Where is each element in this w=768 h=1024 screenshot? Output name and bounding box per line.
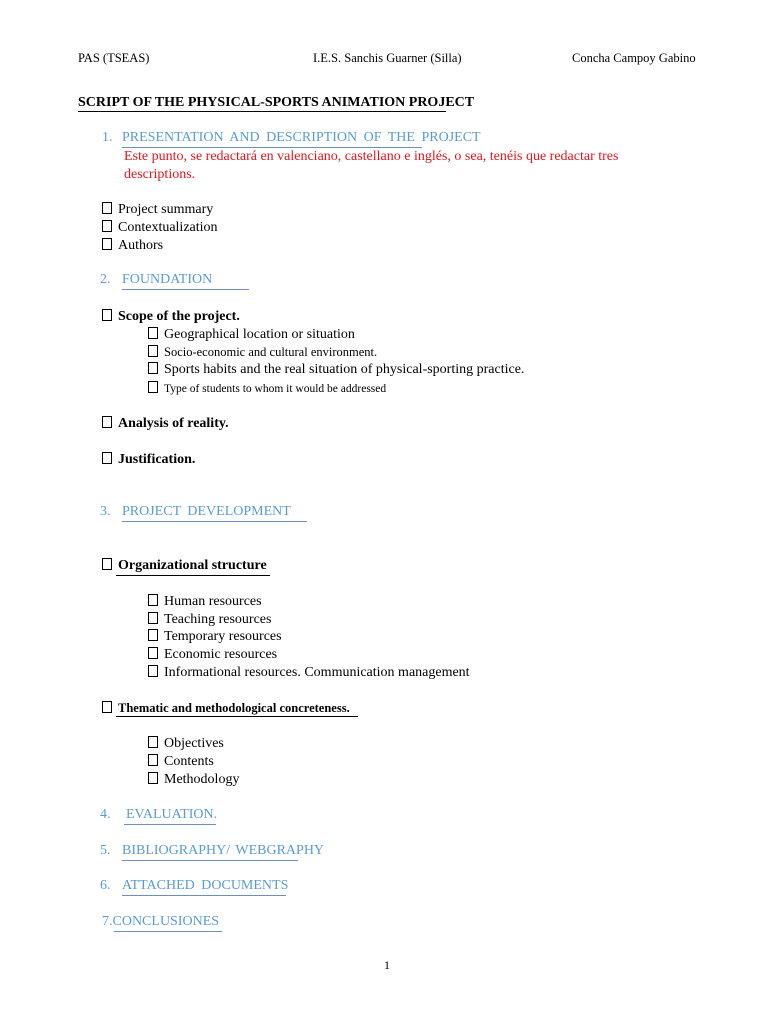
list-item: Economic resources — [148, 647, 277, 663]
section-4-underline — [124, 824, 216, 825]
list-item: Socio-economic and cultural environment. — [148, 345, 377, 360]
list-item: Project summary — [102, 202, 213, 218]
checkbox-glyph-icon — [148, 327, 158, 339]
checkbox-glyph-icon — [148, 362, 158, 374]
thematic-underline — [116, 716, 358, 717]
list-item: Type of students to whom it would be addressed — [148, 381, 386, 395]
org-structure-label: Organizational structure — [102, 558, 267, 574]
section-3-title: PROJECT DEVELOPMENT — [122, 504, 291, 519]
section-3-underline — [122, 521, 307, 522]
section-5-number: 5. — [100, 843, 111, 858]
section-1-number: 1. — [102, 130, 113, 145]
section-5-underline — [122, 860, 298, 861]
checkbox-glyph-icon — [148, 629, 158, 641]
checkbox-glyph-icon — [148, 754, 158, 766]
checkbox-glyph-icon — [148, 736, 158, 748]
checkbox-glyph-icon — [102, 701, 112, 713]
list-item: Human resources — [148, 594, 262, 610]
justification-label: Justification. — [102, 452, 195, 468]
checkbox-glyph-icon — [148, 647, 158, 659]
section-6-title: ATTACHED DOCUMENTS — [122, 878, 289, 893]
section-1-title: PRESENTATION AND DESCRIPTION OF THE PROJECT — [122, 130, 481, 145]
section-5-title: BIBLIOGRAPHY/ WEBGRAPHY — [122, 843, 325, 858]
checkbox-glyph-icon — [148, 772, 158, 784]
section-7-underline — [114, 931, 222, 932]
document-title: SCRIPT OF THE PHYSICAL-SPORTS ANIMATION PROJECT — [78, 95, 475, 110]
section-1-note-line2: descriptions. — [124, 167, 196, 182]
list-item: Informational resources. Communication management — [148, 665, 470, 681]
checkbox-glyph-icon — [102, 416, 112, 428]
section-3-number: 3. — [100, 504, 111, 519]
checkbox-glyph-icon — [148, 612, 158, 624]
analysis-label: Analysis of reality. — [102, 416, 229, 432]
scope-label: Scope of the project. — [102, 309, 240, 325]
section-2-number: 2. — [100, 272, 111, 287]
checkbox-glyph-icon — [102, 202, 112, 214]
list-item: Methodology — [148, 772, 239, 788]
list-item: Sports habits and the real situation of physical-sporting practice. — [148, 362, 524, 378]
section-1-note-line1: Este punto, se redactará en valenciano, castellano e inglés, o sea, tenéis que redactar tres — [124, 149, 619, 164]
checkbox-glyph-icon — [102, 238, 112, 250]
org-structure-underline — [116, 575, 270, 576]
header-center: I.E.S. Sanchis Guarner (Silla) — [313, 51, 462, 65]
section-4-number: 4. — [100, 807, 111, 822]
checkbox-glyph-icon — [148, 381, 158, 393]
section-2-title: FOUNDATION — [122, 272, 213, 287]
thematic-label: Thematic and methodological concreteness. — [102, 701, 350, 716]
list-item: Objectives — [148, 736, 224, 752]
checkbox-glyph-icon — [148, 665, 158, 677]
checkbox-glyph-icon — [102, 220, 112, 232]
checkbox-glyph-icon — [148, 345, 158, 357]
header-left: PAS (TSEAS) — [78, 51, 150, 65]
header-right: Concha Campoy Gabino — [572, 51, 696, 65]
checkbox-glyph-icon — [102, 452, 112, 464]
section-7-title: 7.CONCLUSIONES — [102, 914, 220, 929]
section-6-number: 6. — [100, 878, 111, 893]
list-item: Contents — [148, 754, 214, 770]
section-4-title: EVALUATION. — [126, 807, 218, 822]
section-6-underline — [122, 895, 286, 896]
checkbox-glyph-icon — [102, 558, 112, 570]
page-number: 1 — [384, 958, 390, 972]
section-1-underline — [122, 147, 422, 148]
list-item: Contextualization — [102, 220, 218, 236]
list-item: Geographical location or situation — [148, 327, 355, 343]
list-item: Temporary resources — [148, 629, 282, 645]
list-item: Teaching resources — [148, 612, 271, 628]
list-item: Authors — [102, 238, 163, 254]
section-2-underline — [122, 289, 249, 290]
title-underline — [78, 111, 446, 112]
checkbox-glyph-icon — [102, 309, 112, 321]
checkbox-glyph-icon — [148, 594, 158, 606]
